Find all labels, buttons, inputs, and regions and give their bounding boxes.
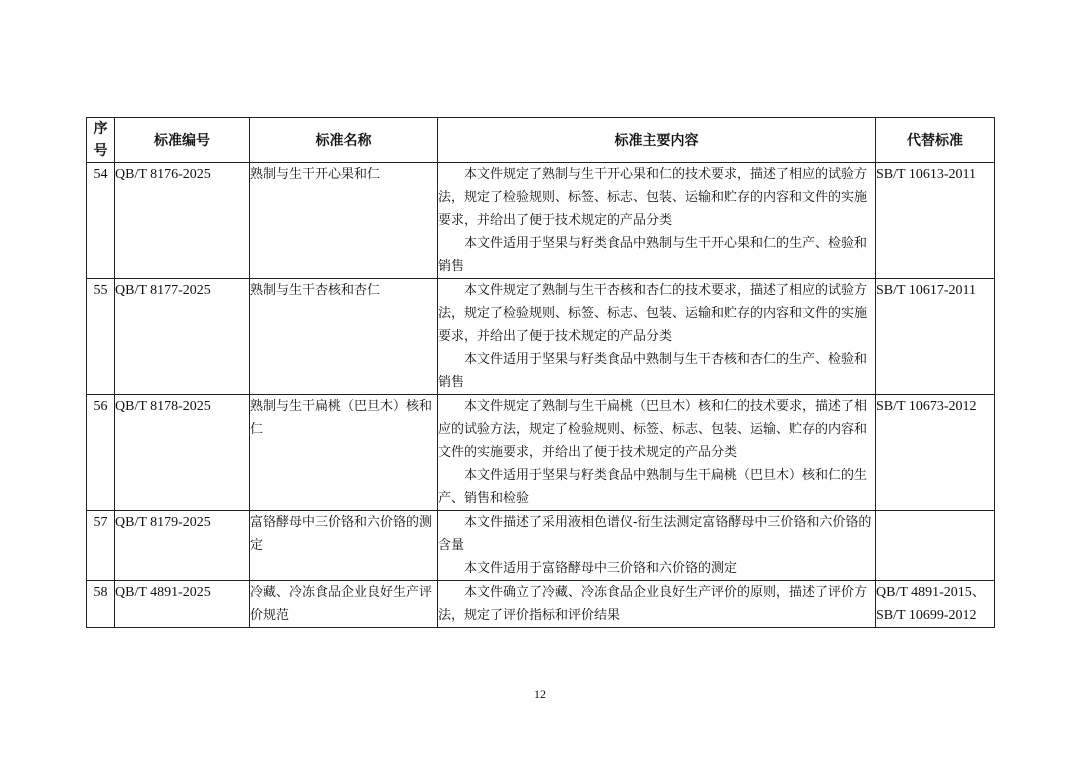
table-header-row (87, 118, 995, 163)
row-standard-name: 熟制与生干杏核和杏仁 (250, 279, 438, 395)
table-row (87, 581, 995, 628)
table-row (87, 279, 995, 395)
row-seq: 55 (87, 279, 115, 395)
content-paragraph: 本文件规定了熟制与生干杏核和杏仁的技术要求，描述了相应的试验方法，规定了检验规则、标签、标志、包装、运输和贮存的内容和文件的实施要求，并给出了便于技术规定的产品分类 (438, 283, 868, 344)
row-seq: 58 (87, 581, 115, 628)
replaced-standard: SB/T 10699-2012 (876, 608, 977, 623)
row-content (438, 395, 876, 511)
replaced-standard: SB/T 10613-2011 (876, 167, 976, 182)
row-standard-name: 富铬酵母中三价铬和六价铬的测定 (250, 511, 438, 581)
row-standard-code: QB/T 8178-2025 (115, 395, 250, 511)
row-replaces (876, 581, 995, 628)
row-standard-code: QB/T 8179-2025 (115, 511, 250, 581)
row-standard-name: 熟制与生干开心果和仁 (250, 163, 438, 279)
row-seq: 57 (87, 511, 115, 581)
replaced-standard: SB/T 10617-2011 (876, 283, 976, 298)
table-row (87, 395, 995, 511)
row-replaces (876, 395, 995, 511)
header-code: 标准编号 (115, 118, 250, 163)
table-row (87, 511, 995, 581)
row-replaces (876, 279, 995, 395)
row-content (438, 163, 876, 279)
row-content (438, 279, 876, 395)
row-standard-code: QB/T 4891-2025 (115, 581, 250, 628)
row-standard-code: QB/T 8176-2025 (115, 163, 250, 279)
row-standard-code: QB/T 8177-2025 (115, 279, 250, 395)
row-standard-name: 熟制与生干扁桃（巴旦木）核和仁 (250, 395, 438, 511)
replaced-standard: SB/T 10673-2012 (876, 399, 977, 414)
row-replaces (876, 163, 995, 279)
row-replaces (876, 511, 995, 581)
header-seq-line1: 序 (93, 121, 108, 137)
standards-table (86, 117, 995, 628)
page-number: 12 (534, 687, 546, 701)
header-name: 标准名称 (250, 118, 438, 163)
header-content: 标准主要内容 (438, 118, 876, 163)
content-paragraph: 本文件适用于坚果与籽类食品中熟制与生干扁桃（巴旦木）核和仁的生产、销售和检验 (438, 468, 868, 506)
content-paragraph: 本文件适用于坚果与籽类食品中熟制与生干开心果和仁的生产、检验和销售 (438, 236, 868, 274)
content-paragraph: 本文件规定了熟制与生干开心果和仁的技术要求，描述了相应的试验方法，规定了检验规则、标签、标志、包装、运输和贮存的内容和文件的实施要求，并给出了便于技术规定的产品分类 (438, 167, 868, 228)
content-paragraph: 本文件描述了采用液相色谱仪-衍生法测定富铬酵母中三价铬和六价铬的含量 (438, 515, 872, 553)
row-content (438, 581, 876, 628)
row-content (438, 511, 876, 581)
content-paragraph: 本文件适用于坚果与籽类食品中熟制与生干杏核和杏仁的生产、检验和销售 (438, 352, 868, 390)
header-seq (87, 118, 115, 163)
content-paragraph: 本文件适用于富铬酵母中三价铬和六价铬的测定 (464, 561, 738, 576)
header-seq-line2: 号 (93, 143, 108, 159)
content-paragraph: 本文件确立了冷藏、冷冻食品企业良好生产评价的原则，描述了评价方法，规定了评价指标和评价结果 (438, 585, 868, 623)
content-paragraph: 本文件规定了熟制与生干扁桃（巴旦木）核和仁的技术要求，描述了相应的试验方法，规定了检验规则、标签、标志、包装、运输、贮存的内容和文件的实施要求，并给出了便于技术规定的产品分类 (438, 399, 868, 460)
row-seq: 54 (87, 163, 115, 279)
row-seq: 56 (87, 395, 115, 511)
replaced-standard: QB/T 4891-2015、 (876, 585, 986, 600)
table-row (87, 163, 995, 279)
row-standard-name: 冷藏、冷冻食品企业良好生产评价规范 (250, 581, 438, 628)
header-replaces: 代替标准 (876, 118, 995, 163)
